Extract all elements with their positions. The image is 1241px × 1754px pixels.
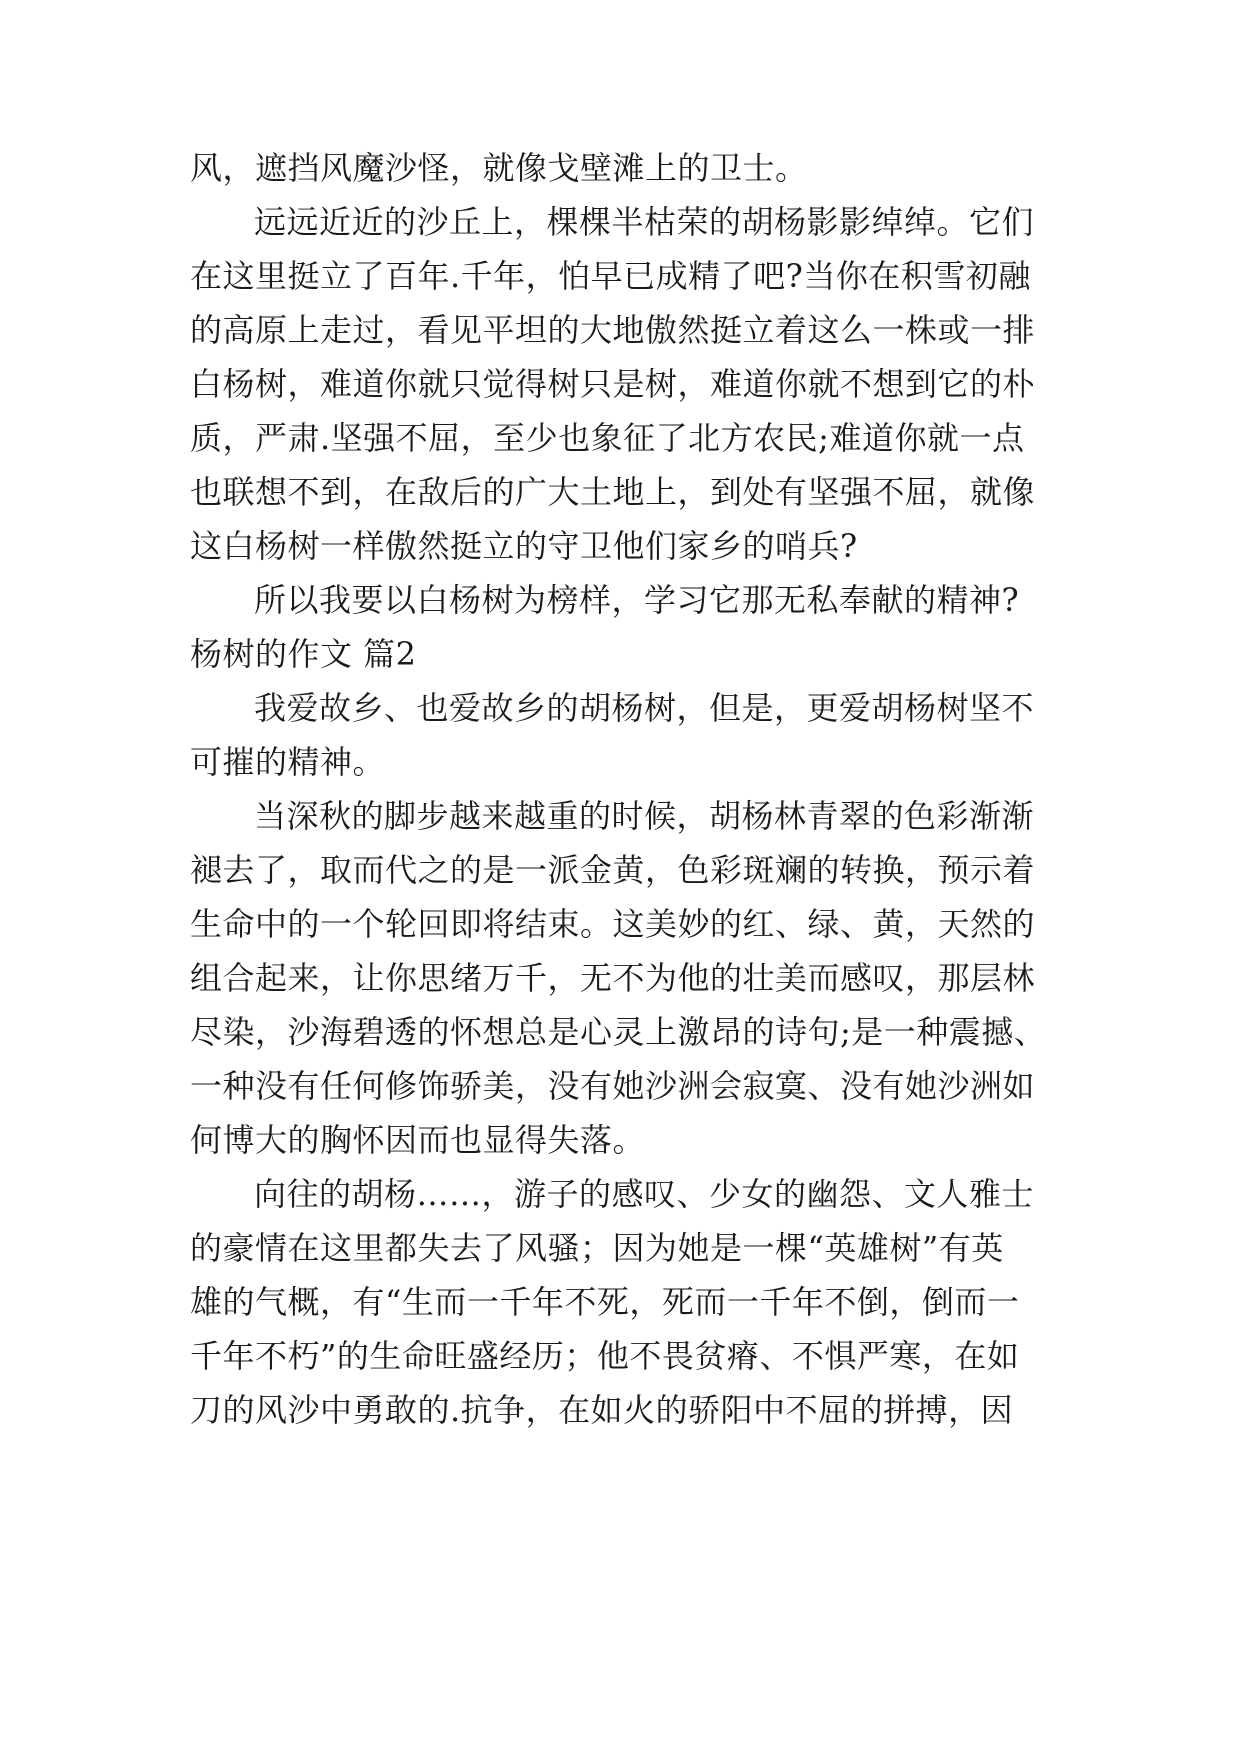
text-line: 何博大的胸怀因而也显得失落。	[190, 1121, 646, 1159]
text-line: 这白杨树一样傲然挺立的守卫他们家乡的哨兵?	[190, 527, 858, 565]
text-line: 组合起来，让你思绪万千，无不为他的壮美而感叹，那层林	[190, 959, 1036, 997]
text-line: 生命中的一个轮回即将结束。这美妙的红、绿、黄，天然的	[190, 905, 1036, 943]
text-line: 也联想不到，在敌后的广大土地上，到处有坚强不屈，就像	[190, 473, 1036, 511]
text-line: 风，遮挡风魔沙怪，就像戈壁滩上的卫士。	[190, 149, 808, 187]
text-line: 一种没有任何修饰骄美，没有她沙洲会寂寞、没有她沙洲如	[190, 1067, 1036, 1105]
text-line: 在这里挺立了百年.千年，怕早已成精了吧?当你在积雪初融	[190, 257, 1031, 295]
paragraph-start-line: 向往的胡杨……，游子的感叹、少女的幽怨、文人雅士	[254, 1175, 1035, 1213]
text-line: 刀的风沙中勇敢的.抗争，在如火的骄阳中不屈的拼搏，因	[190, 1391, 1014, 1429]
text-line: 褪去了，取而代之的是一派金黄，色彩斑斓的转换，预示着	[190, 851, 1036, 889]
text-line: 尽染，沙海碧透的怀想总是心灵上激昂的诗句;是一种震撼、	[190, 1013, 1047, 1051]
text-line: 的豪情在这里都失去了风骚；因为她是一棵“英雄树”有英	[190, 1229, 1004, 1267]
paragraph-start-line: 远远近近的沙丘上，棵棵半枯荣的胡杨影影绰绰。它们	[254, 203, 1035, 241]
text-line: 白杨树，难道你就只觉得树只是树，难道你就不想到它的朴	[190, 365, 1036, 403]
text-line: 质，严肃.坚强不屈，至少也象征了北方农民;难道你就一点	[190, 419, 1025, 457]
paragraph-start-line: 我爱故乡、也爱故乡的胡杨树，但是，更爱胡杨树坚不	[254, 689, 1035, 727]
paragraph-start-line: 所以我要以白杨树为榜样，学习它那无私奉献的精神?	[254, 581, 1020, 619]
text-line: 的高原上走过，看见平坦的大地傲然挺立着这么一株或一排	[190, 311, 1036, 349]
text-line: 雄的气概，有“生而一千年不死，死而一千年不倒，倒而一	[190, 1283, 1020, 1321]
text-line: 千年不朽”的生命旺盛经历；他不畏贫瘠、不惧严寒，在如	[190, 1337, 1020, 1375]
paragraph-start-line: 当深秋的脚步越来越重的时候，胡杨林青翠的色彩渐渐	[254, 797, 1035, 835]
section-heading: 杨树的作文 篇2	[190, 635, 417, 673]
text-line: 可摧的精神。	[190, 743, 386, 781]
